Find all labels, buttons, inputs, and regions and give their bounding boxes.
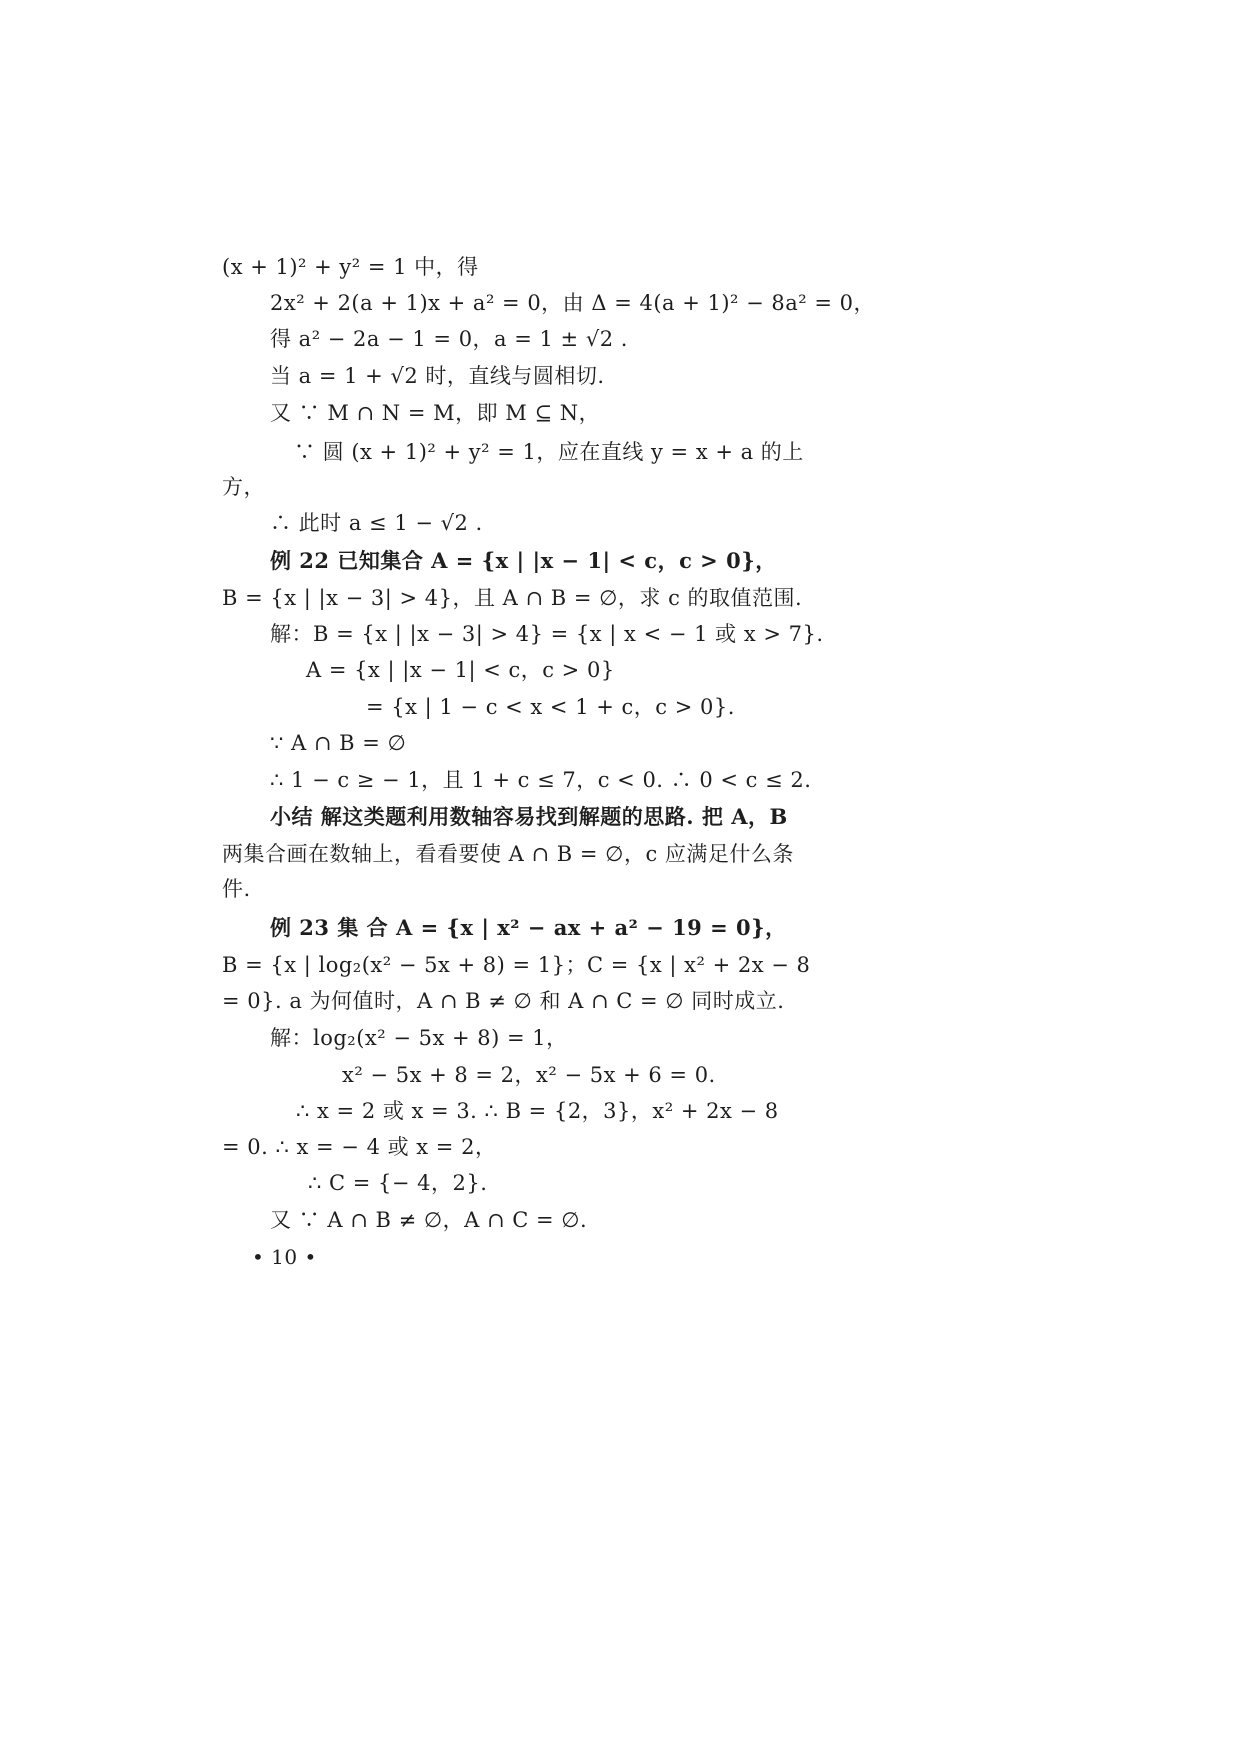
example-23-heading: 例 23 集 合 A = {x | x² − ax + a² − 19 = 0}， xyxy=(270,915,787,940)
text-line: = 0}. a 为何值时，A ∩ B ≠ ∅ 和 A ∩ C = ∅ 同时成立. xyxy=(222,989,785,1013)
text-line: ∴ 1 − c ≥ − 1，且 1 + c ≤ 7，c < 0. ∴ 0 < c ≤ 2. xyxy=(270,768,812,792)
text-line: (x + 1)² + y² = 1 中，得 xyxy=(222,255,479,279)
text-line: 件. xyxy=(222,877,251,901)
text-line: ∵ A ∩ B = ∅ xyxy=(270,731,407,755)
example-22-heading: 例 22 已知集合 A = {x | |x − 1| < c，c > 0}， xyxy=(270,548,777,573)
text-line: 当 a = 1 + √2 时，直线与圆相切. xyxy=(270,364,605,388)
text-line: 2x² + 2(a + 1)x + a² = 0，由 Δ = 4(a + 1)² − 8a² = 0， xyxy=(270,291,876,315)
solution-line: 解：B = {x | |x − 3| > 4} = {x | x < − 1 或 x > 7}. xyxy=(270,622,824,646)
text-line: x² − 5x + 8 = 2，x² − 5x + 6 = 0. xyxy=(342,1063,716,1087)
text-line: 方， xyxy=(222,475,265,499)
text-line: 又 ∵ M ∩ N = M，即 M ⊆ N， xyxy=(270,401,601,425)
text-line: B = {x | |x − 3| > 4}，且 A ∩ B = ∅，求 c 的取值范围. xyxy=(222,586,803,610)
text-line: A = {x | |x − 1| < c，c > 0} xyxy=(306,658,615,682)
text-line: 两集合画在数轴上，看看要使 A ∩ B = ∅，c 应满足什么条 xyxy=(222,842,794,866)
text-line: 得 a² − 2a − 1 = 0，a = 1 ± √2 . xyxy=(270,327,628,351)
summary-heading: 小结 解这类题利用数轴容易找到解题的思路. 把 A，B xyxy=(270,804,788,829)
text-line: ∴ C = {− 4，2}. xyxy=(308,1171,488,1195)
text-line: 又 ∵ A ∩ B ≠ ∅，A ∩ C = ∅. xyxy=(270,1208,588,1232)
text-line: ∴ 此时 a ≤ 1 − √2 . xyxy=(270,511,483,535)
page-number: • 10 • xyxy=(252,1245,317,1269)
text-line: = {x | 1 − c < x < 1 + c，c > 0}. xyxy=(366,695,735,719)
solution-line: 解：log₂(x² − 5x + 8) = 1， xyxy=(270,1026,568,1050)
text-line: ∵ 圆 (x + 1)² + y² = 1，应在直线 y = x + a 的上 xyxy=(294,440,804,464)
text-line: B = {x | log₂(x² − 5x + 8) = 1}；C = {x | x² + 2x − 8 xyxy=(222,953,811,977)
text-line: ∴ x = 2 或 x = 3. ∴ B = {2，3}，x² + 2x − 8 xyxy=(296,1099,779,1123)
text-line: = 0. ∴ x = − 4 或 x = 2， xyxy=(222,1135,497,1159)
